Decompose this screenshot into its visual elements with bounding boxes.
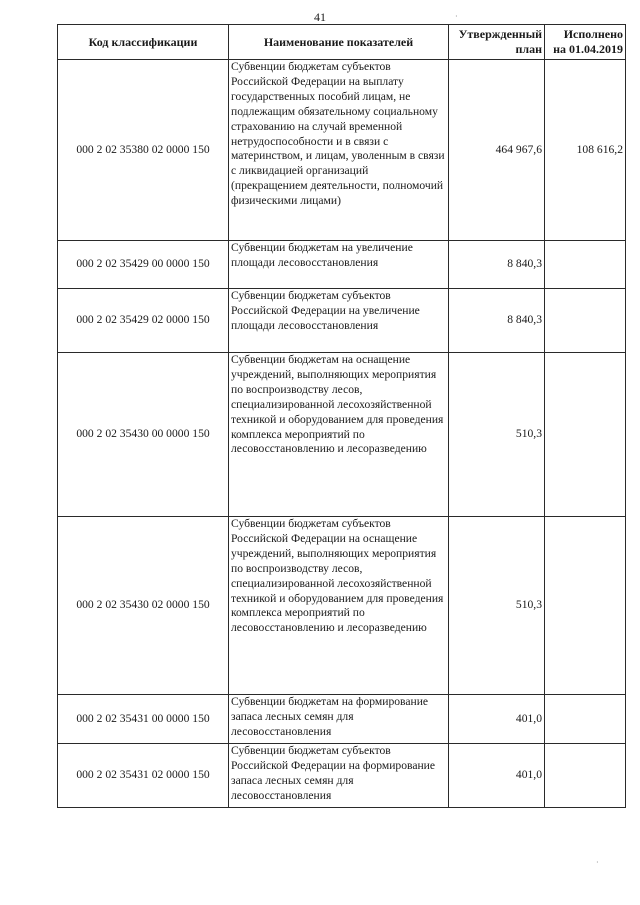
row-code: 000 2 02 35431 02 0000 150 [58,744,229,808]
row-plan: 464 967,6 [449,60,545,241]
row-executed [545,241,626,289]
row-executed: 108 616,2 [545,60,626,241]
header-approved-plan [449,25,545,60]
row-name: Субвенции бюджетам субъектов Российской Федерации на увеличение площади лесовосстановления [229,289,449,353]
row-plan: 8 840,3 [449,241,545,289]
page-number: 41 [314,10,326,24]
table-row [58,353,626,517]
row-code: 000 2 02 35431 00 0000 150 [58,695,229,744]
row-name: Субвенции бюджетам на формирование запаса лесных семян для лесовосстановления [229,695,449,744]
header-executed-line1: Исполнено [563,27,623,41]
row-plan: 510,3 [449,517,545,695]
budget-revenue-table [57,24,626,808]
table-row [58,744,626,808]
row-code: 000 2 02 35429 02 0000 150 [58,289,229,353]
header-executed [545,25,626,60]
scan-artifact-mark: · [596,858,599,867]
row-code: 000 2 02 35430 02 0000 150 [58,517,229,695]
row-code: 000 2 02 35430 00 0000 150 [58,353,229,517]
row-plan: 401,0 [449,695,545,744]
header-classification-code: Код классификации [58,25,229,60]
row-code: 000 2 02 35380 02 0000 150 [58,60,229,241]
row-name: Субвенции бюджетам субъектов Российской Федерации на оснащение учреждений, выполняющих мероприятия по воспроизводству лесов, специализированной лесохозяйственной техникой и оборудованием для проведения комплекса мероприятий по лесовосстановлению и лесоразведению [229,517,449,695]
table-row [58,695,626,744]
row-plan: 401,0 [449,744,545,808]
header-executed-line2: на 01.04.2019 [553,42,623,56]
row-name: Субвенции бюджетам субъектов Российской Федерации на формирование запаса лесных семян для лесовосстановления [229,744,449,808]
row-name: Субвенции бюджетам на увеличение площади лесовосстановления [229,241,449,289]
table-row [58,289,626,353]
row-executed [545,289,626,353]
header-approved-plan-line1: Утвержденный [458,27,542,41]
row-executed [545,744,626,808]
row-plan: 510,3 [449,353,545,517]
row-code: 000 2 02 35429 00 0000 150 [58,241,229,289]
row-executed [545,695,626,744]
table-header-row [58,25,626,60]
row-plan: 8 840,3 [449,289,545,353]
row-name: Субвенции бюджетам субъектов Российской Федерации на выплату государственных пособий лицам, не подлежащим обязательному социальному страхованию на случай временной нетрудоспособности и в связи с материнством, и лицам, уволенным в связи с ликвидацией организаций (прекращением деятельности, полномочий физическими лицами) [229,60,449,241]
header-indicator-name: Наименование показателей [229,25,449,60]
scan-artifact-mark: · [455,12,458,21]
row-executed [545,353,626,517]
row-name: Субвенции бюджетам на оснащение учреждений, выполняющих мероприятия по воспроизводству лесов, специализированной лесохозяйственной техникой и оборудованием для проведения комплекса мероприятий по лесовосстановлению и лесоразведению [229,353,449,517]
table-row [58,60,626,241]
row-executed [545,517,626,695]
header-approved-plan-line2: план [515,42,542,56]
table-row [58,241,626,289]
table-row [58,517,626,695]
